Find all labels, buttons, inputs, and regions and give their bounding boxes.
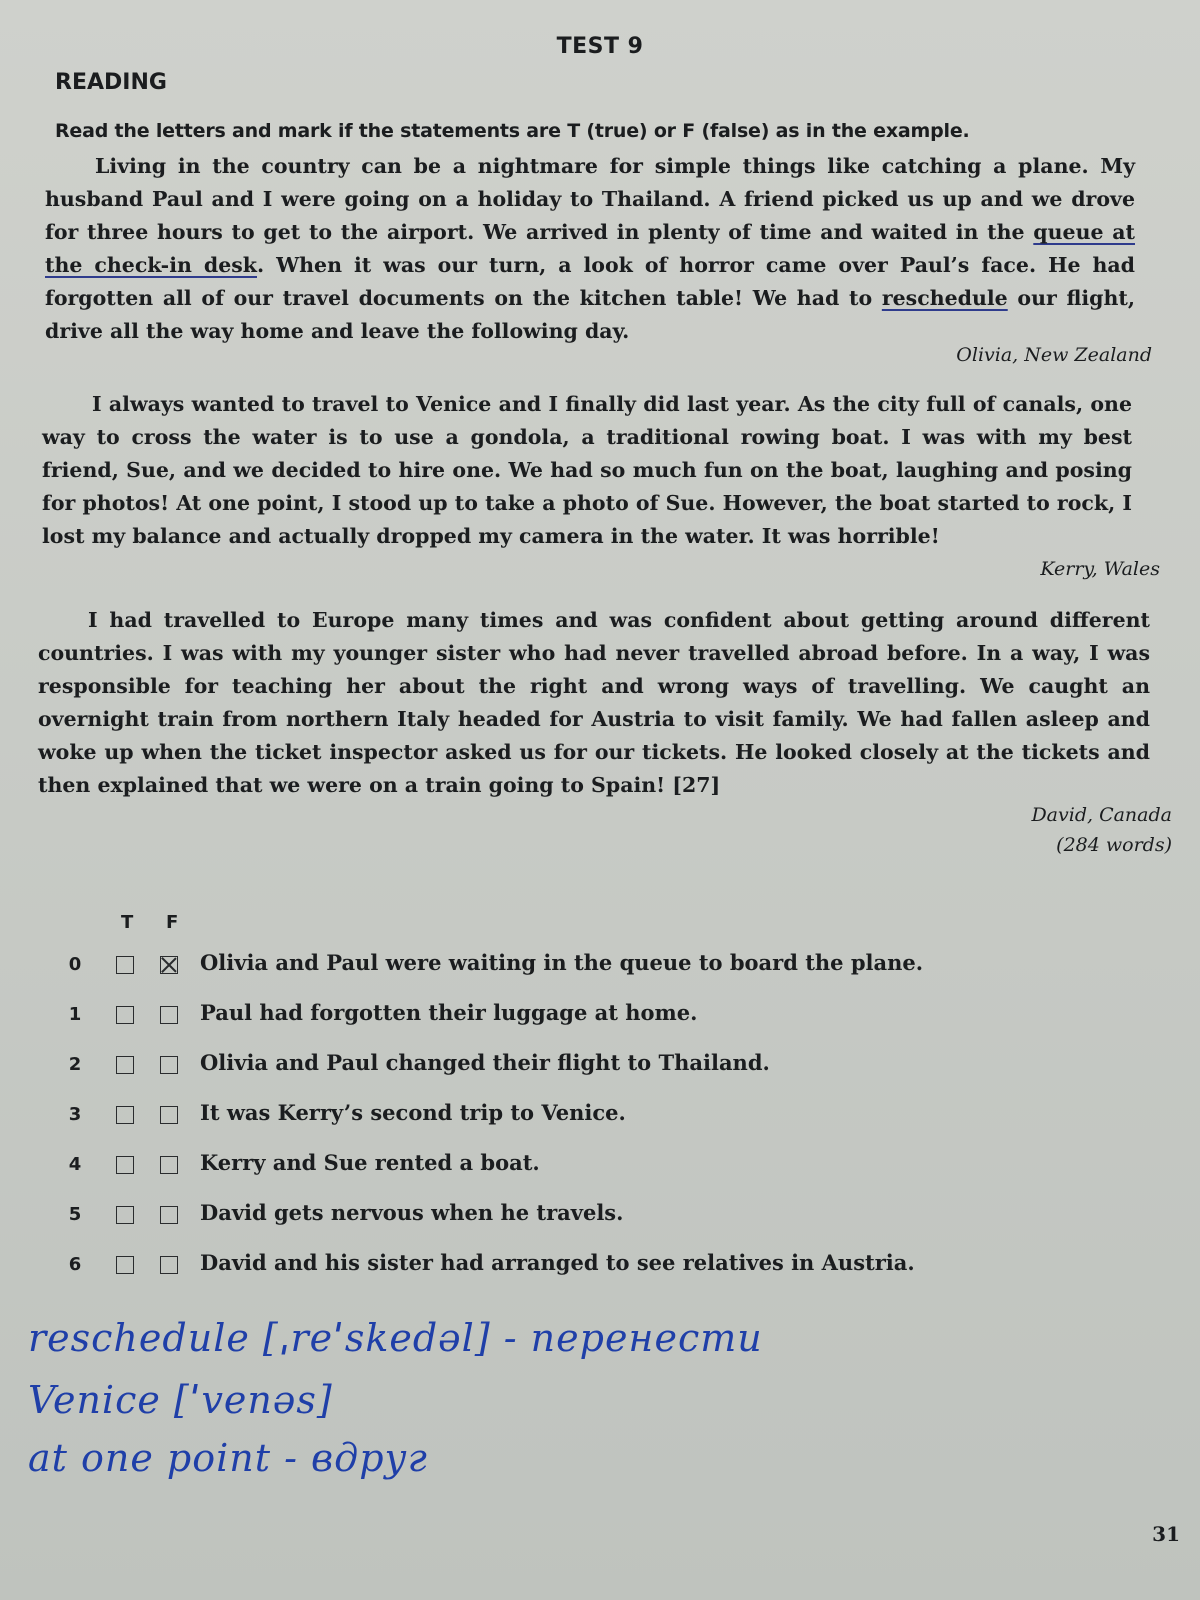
author-kerry: Kerry, Wales — [1040, 558, 1160, 580]
letter-olivia-text-2: . When it was our turn, a look of horror came over Paul’s face. He had forgotten all of our travel documents on the kitchen table! We had to — [45, 253, 1135, 310]
false-checkbox[interactable] — [160, 1056, 178, 1074]
author-david: David, Canada — [1031, 804, 1172, 826]
section-title: READING — [55, 70, 167, 95]
false-checkbox[interactable] — [160, 1156, 178, 1174]
false-column-header: F — [166, 912, 179, 933]
statement-text: David and his sister had arranged to see relatives in Austria. — [200, 1250, 915, 1275]
letter-olivia — [45, 150, 1135, 348]
statement-row-6 — [60, 1250, 1060, 1280]
handwritten-note-at-one-point: at one point - вдруг — [28, 1436, 428, 1480]
statement-row-5 — [60, 1200, 1060, 1230]
false-checkbox[interactable] — [160, 1106, 178, 1124]
false-checkbox[interactable] — [160, 1006, 178, 1024]
true-checkbox[interactable] — [116, 1156, 134, 1174]
statement-row-3 — [60, 1100, 1060, 1130]
statement-row-4 — [60, 1150, 1060, 1180]
statement-text: It was Kerry’s second trip to Venice. — [200, 1100, 626, 1125]
true-checkbox[interactable] — [116, 1206, 134, 1224]
handwritten-note-venice: Venice [ˈvenəs] — [28, 1378, 333, 1422]
statement-number: 5 — [68, 1204, 82, 1225]
true-checkbox[interactable] — [116, 1006, 134, 1024]
true-checkbox[interactable] — [116, 1256, 134, 1274]
statement-number: 1 — [68, 1004, 82, 1025]
letter-olivia-text-1: Living in the country can be a nightmare for simple things like catching a plane. My husband Paul and I were going on a holiday to Thailand. A friend picked us up and we drove for three hours to get to the airport. We arrived in plenty of time and waited in the — [45, 154, 1135, 244]
statement-number: 4 — [68, 1154, 82, 1175]
letter-olivia-text-3: our flight, drive all the way home and leave the following day. — [45, 286, 1135, 343]
statement-row-1 — [60, 1000, 1060, 1030]
true-checkbox[interactable] — [116, 1106, 134, 1124]
handwritten-note-reschedule: reschedule [ˌreˈskedəl] - перенести — [28, 1316, 763, 1360]
statement-number: 2 — [68, 1054, 82, 1075]
false-checkbox[interactable] — [160, 1256, 178, 1274]
statement-row-0 — [60, 950, 1060, 980]
letter-kerry: I always wanted to travel to Venice and I finally did last year. As the city full of canals, one way to cross the water is to use a gondola, a traditional rowing boat. I was with my best friend, Sue, and we decided to hire one. We had so much fun on the boat, laughing and posing for photos! At one point, I stood up to take a photo of Sue. However, the boat started to rock, I lost my balance and actually dropped my camera in the water. It was horrible! — [42, 392, 1132, 548]
statement-text: Olivia and Paul were waiting in the queue to board the plane. — [200, 950, 924, 975]
statement-text: David gets nervous when he travels. — [200, 1200, 624, 1225]
false-checkbox-checked[interactable] — [160, 956, 178, 974]
author-olivia: Olivia, New Zealand — [956, 344, 1152, 366]
page-number: 31 — [1152, 1522, 1180, 1546]
true-checkbox[interactable] — [116, 956, 134, 974]
statement-number: 0 — [68, 954, 82, 975]
true-checkbox[interactable] — [116, 1056, 134, 1074]
statement-text: Paul had forgotten their luggage at home. — [200, 1000, 698, 1025]
true-column-header: T — [121, 912, 134, 933]
statement-text: Olivia and Paul changed their flight to Thailand. — [200, 1050, 770, 1075]
instruction: Read the letters and mark if the statements are T (true) or F (false) as in the example. — [55, 120, 970, 142]
false-checkbox[interactable] — [160, 1206, 178, 1224]
statement-number: 6 — [68, 1254, 82, 1275]
statement-number: 3 — [68, 1104, 82, 1125]
word-count: (284 words) — [1056, 834, 1172, 856]
statement-row-2 — [60, 1050, 1060, 1080]
letter-olivia-underlined-reschedule: reschedule — [881, 286, 1008, 310]
letter-olivia-underlined-queue: queue at the check-in desk — [45, 220, 1135, 277]
statement-text: Kerry and Sue rented a boat. — [200, 1150, 540, 1175]
letter-david: I had travelled to Europe many times and was confident about getting around different countries. I was with my younger sister who had never travelled abroad before. In a way, I was responsible for teaching her about the right and wrong ways of travelling. We caught an overnight train from northern Italy headed for Austria to visit family. We had fallen asleep and woke up when the ticket inspector asked us for our tickets. He looked closely at the tickets and then explained that we were on a train going to Spain! [27] — [38, 608, 1150, 797]
test-title: TEST 9 — [556, 34, 644, 59]
